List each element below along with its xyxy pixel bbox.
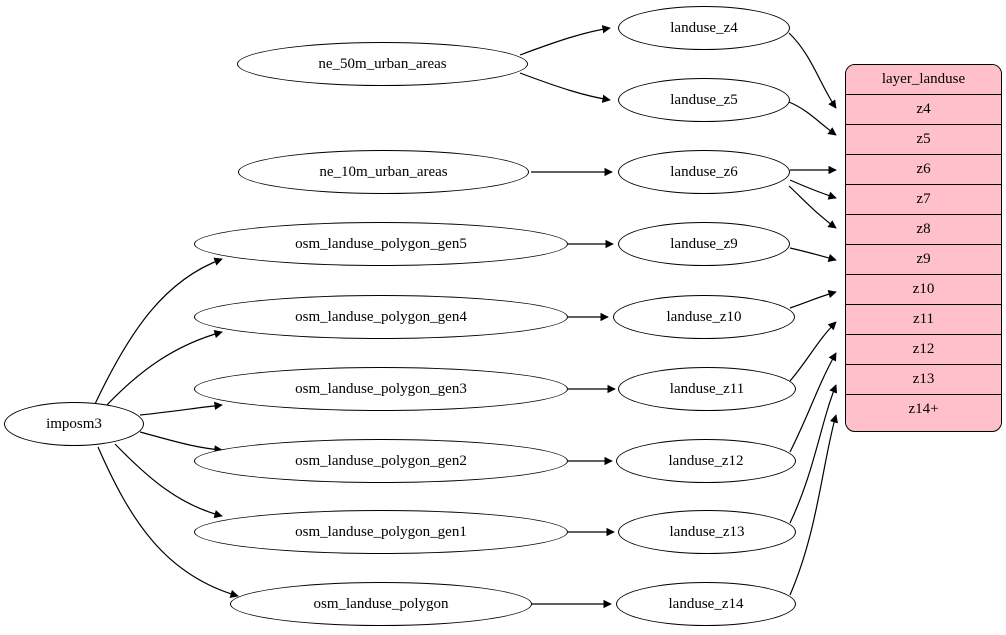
node-label: landuse_z9	[670, 235, 738, 252]
node-label: ne_50m_urban_areas	[318, 55, 447, 72]
node-landuse-z11[interactable]	[618, 367, 796, 411]
node-landuse-z9[interactable]	[618, 222, 790, 266]
node-label: ne_10m_urban_areas	[319, 163, 448, 180]
node-osm-landuse-polygon-gen3[interactable]	[194, 367, 568, 411]
node-label: osm_landuse_polygon_gen3	[295, 380, 467, 397]
node-label: osm_landuse_polygon_gen5	[295, 235, 467, 252]
node-osm-landuse-polygon[interactable]	[230, 582, 532, 626]
node-label: osm_landuse_polygon	[313, 595, 449, 612]
node-label: landuse_z11	[669, 380, 745, 397]
node-osm-landuse-polygon-gen5[interactable]	[194, 222, 568, 266]
node-landuse-z5[interactable]	[618, 78, 790, 122]
table-row[interactable]: z12	[846, 335, 1001, 365]
node-landuse-z10[interactable]	[613, 295, 795, 339]
node-label: landuse_z10	[666, 308, 742, 325]
node-landuse-z12[interactable]	[616, 439, 796, 483]
table-row[interactable]: z6	[846, 155, 1001, 185]
node-osm-landuse-polygon-gen4[interactable]	[194, 295, 568, 339]
node-label: landuse_z4	[670, 19, 738, 36]
node-imposm3[interactable]	[4, 402, 144, 446]
table-row[interactable]: z9	[846, 245, 1001, 275]
node-label: landuse_z14	[668, 595, 744, 612]
node-label: landuse_z5	[670, 91, 738, 108]
node-landuse-z4[interactable]	[618, 6, 790, 50]
table-row[interactable]: z7	[846, 185, 1001, 215]
node-label: osm_landuse_polygon_gen4	[295, 308, 467, 325]
node-landuse-z6[interactable]	[618, 150, 790, 194]
node-ne-50m-urban-areas[interactable]	[237, 42, 528, 86]
table-row[interactable]: z11	[846, 305, 1001, 335]
table-row[interactable]: z5	[846, 125, 1001, 155]
table-row[interactable]: z8	[846, 215, 1001, 245]
node-landuse-z14[interactable]	[616, 582, 796, 626]
node-landuse-z13[interactable]	[618, 510, 796, 554]
node-label: landuse_z6	[670, 163, 738, 180]
node-label: osm_landuse_polygon_gen1	[295, 523, 467, 540]
node-ne-10m-urban-areas[interactable]	[238, 150, 529, 194]
table-row[interactable]: z14+	[846, 395, 1001, 425]
layer-landuse-table[interactable]	[845, 64, 1002, 432]
table-row[interactable]: z4	[846, 95, 1001, 125]
table-row[interactable]: z13	[846, 365, 1001, 395]
table-row[interactable]: z10	[846, 275, 1001, 305]
node-osm-landuse-polygon-gen1[interactable]	[194, 510, 568, 554]
table-header-layer-landuse: layer_landuse	[846, 65, 1001, 95]
node-label: landuse_z13	[669, 523, 745, 540]
node-label: landuse_z12	[668, 452, 744, 469]
node-osm-landuse-polygon-gen2[interactable]	[194, 439, 568, 483]
node-label: imposm3	[46, 415, 102, 432]
node-label: osm_landuse_polygon_gen2	[295, 452, 467, 469]
